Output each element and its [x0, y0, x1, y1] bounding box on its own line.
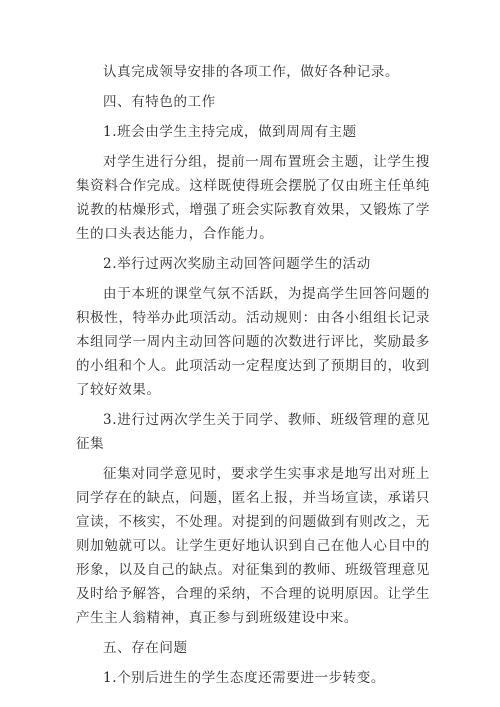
paragraph-records: 认真完成领导安排的各项工作，做好各种记录。 — [103, 64, 400, 80]
paragraph-reward-activity: 由于本班的课堂气氛不活跃，为提高学生回答问题的积极性，特举办此项活动。活动规则：由各小组组长记录本组同学一周内主动回答问题的次数进行评比，奖励最多的小组和个人。此项活动一定程度达到了预期目的，收到了较好效果。 — [76, 286, 430, 398]
item-heading-problem-1: 1.个别后进生的学生态度还需要进一步转变。 — [103, 670, 385, 686]
paragraph-class-meeting: 对学生进行分组，提前一周布置班会主题，让学生搜集资料合作完成。这样既使得班会摆脱了仅由班主任单纯说教的枯燥形式，增强了班会实际教育效果，又锻炼了学生的口头表达能力，合作能力。 — [76, 154, 430, 242]
document-body — [76, 60, 430, 690]
item-heading-class-meeting: 1.班会由学生主持完成，做到周周有主题 — [103, 124, 357, 140]
item-heading-opinion-collection: 3.进行过两次学生关于同学、教师、班级管理的意见征集 — [76, 412, 430, 452]
section-heading-special-work: 四、有特色的工作 — [103, 94, 216, 110]
paragraph-opinion-collection: 征集对同学意见时，要求学生实事求是地写出对班上同学存在的缺点，问题，匿名上报，并当场宣读，承诺只宣读，不核实，不处理。对提到的问题做到有则改之，无则加勉就可以。让学生更好地认识到自己在他人心目中的形象，以及自己的缺点。对征集到的教师、班级管理意见及时给予解答，合理的采纳，不合理的说明原因。让学生产生主人翁精神，真正参与到班级建设中来。 — [76, 466, 430, 626]
item-heading-reward-activity: 2.举行过两次奖励主动回答问题学生的活动 — [103, 256, 371, 272]
section-heading-problems: 五、存在问题 — [103, 640, 188, 656]
